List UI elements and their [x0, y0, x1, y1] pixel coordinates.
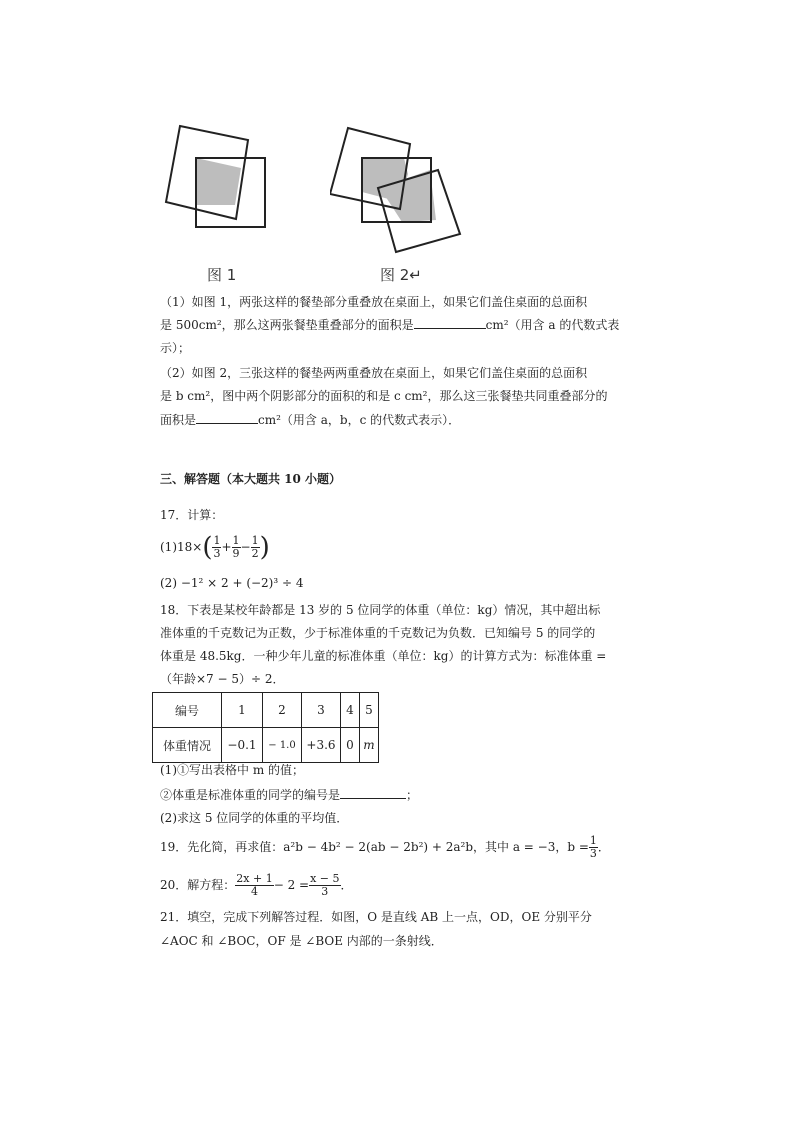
q20-mid: − 2 = [273, 878, 310, 892]
table-cell: 0 [341, 728, 360, 763]
q17-op-2: − [240, 540, 251, 554]
figure-2 [330, 122, 470, 262]
figure-2-caption: 图 2↵ [380, 266, 422, 284]
q16-line-1: （1）如图 1，两张这样的餐垫部分重叠放在桌面上，如果它们盖住桌面的总面积 [160, 295, 588, 309]
q19-line [160, 832, 610, 862]
q20-prefix: 20．解方程： [160, 878, 236, 892]
table-cell: m [360, 728, 379, 763]
q18-sub-3: (2)求这 5 位同学的体重的平均值． [160, 811, 349, 825]
q18-line-4: （年龄×7 − 5）÷ 2． [160, 672, 285, 686]
table-cell: 4 [341, 693, 360, 728]
table-cell: 1 [222, 693, 263, 728]
q17-part-1 [160, 532, 270, 563]
q16-line-6-start: 面积是 [160, 413, 197, 427]
q18-sub-2-start: ②体重是标准体重的同学的编号是 [160, 788, 341, 802]
q16-line-2-end: cm²（用含 a 的代数式表 [485, 318, 620, 332]
q19-frac: $\frac{1}{3}$ [589, 834, 597, 860]
q16-line-3: 示）； [160, 341, 191, 355]
q19-text: 19．先化简，再求值：a²b − 4b² − 2(ab − 2b²) + 2a²b，其中 a = −3，b = [160, 840, 589, 854]
figure-1-caption: 图 1 [207, 266, 237, 284]
q17-part-1-prefix: (1)18× [160, 540, 203, 554]
table-cell: 编号 [153, 693, 222, 728]
q17-right-paren: ) [259, 532, 270, 563]
q17-frac-2: $\frac{1}{9}$ [232, 534, 240, 560]
q16-line-4: （2）如图 2，三张这样的餐垫两两重叠放在桌面上，如果它们盖住桌面的总面积 [160, 366, 588, 380]
q16-line-2 [160, 316, 619, 334]
q16-line-2-start: 是 500cm²，那么这两张餐垫重叠部分的面积是 [160, 318, 414, 332]
table-cell: +3.6 [302, 728, 341, 763]
weight-table [152, 692, 379, 763]
table-cell: 5 [360, 693, 379, 728]
table-cell: − 1.0 [263, 728, 302, 763]
q16-answer-blank-2 [196, 411, 258, 424]
figure-1-overlap [196, 158, 241, 205]
q16-line-6 [160, 411, 460, 429]
q17-part-2: (2) −1² × 2 + (−2)³ ÷ 4 [160, 576, 304, 590]
q16-line-6-end: cm²（用含 a，b，c 的代数式表示）． [258, 413, 461, 427]
table-cell: −0.1 [222, 728, 263, 763]
q18-line-3: 体重是 48.5kg．一种少年儿童的标准体重（单位：kg）的计算方式为：标准体重 = [160, 649, 607, 663]
q17-left-paren: ( [202, 532, 213, 563]
q17-title: 17．计算： [160, 508, 224, 522]
q18-sub-2-end: ； [406, 788, 419, 802]
figure-1 [160, 122, 270, 232]
q18-line-1: 18．下表是某校年龄都是 13 岁的 5 位同学的体重（单位：kg）情况，其中超出标 [160, 603, 601, 617]
q21-line-1: 21．填空，完成下列解答过程．如图，O 是直线 AB 上一点，OD，OE 分别平分 [160, 910, 592, 924]
q16-answer-blank-1 [414, 316, 486, 329]
q20-end: ． [340, 878, 353, 892]
q18-line-2: 准体重的千克数记为正数，少于标准体重的千克数记为负数．已知编号 5 的同学的 [160, 626, 596, 640]
q18-sub-1: (1)①写出表格中 m 的值； [160, 763, 305, 777]
q17-frac-3: $\frac{1}{2}$ [251, 534, 259, 560]
q18-answer-blank [340, 786, 406, 799]
table-row-values [153, 728, 379, 763]
q21-line-2: ∠AOC 和 ∠BOC，OF 是 ∠BOE 内部的一条射线． [160, 934, 443, 948]
table-cell: 2 [263, 693, 302, 728]
table-cell: 体重情况 [153, 728, 222, 763]
table-cell: 3 [302, 693, 341, 728]
table-row-header [153, 693, 379, 728]
q17-op-1: + [221, 540, 232, 554]
q20-line [160, 870, 353, 900]
section-3-heading: 三、解答题（本大题共 10 小题） [160, 472, 342, 486]
q19-end: ． [597, 840, 610, 854]
q16-line-5: 是 b cm²，图中两个阴影部分的面积的和是 c cm²，那么这三张餐垫共同重叠部分的 [160, 389, 608, 403]
q20-frac-2: $\frac{x - 5}{3}$ [310, 872, 340, 898]
q20-frac-1: $\frac{2x + 1}{4}$ [236, 872, 273, 898]
q17-frac-1: $\frac{1}{3}$ [213, 534, 221, 560]
q18-sub-2 [160, 786, 418, 804]
